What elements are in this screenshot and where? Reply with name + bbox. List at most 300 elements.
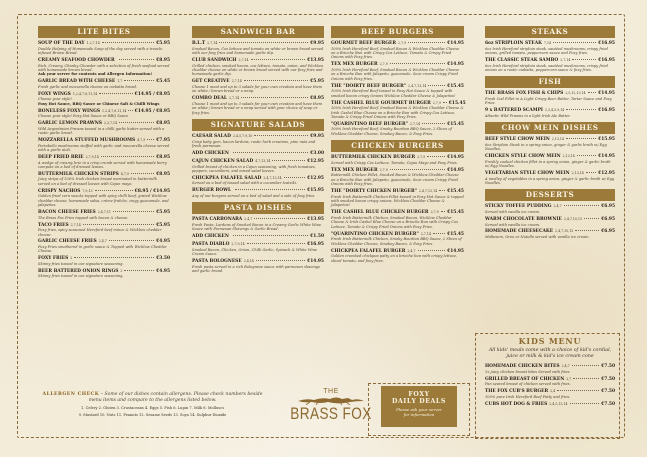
- menu-item: [331, 41, 464, 60]
- menu-item-allergens: 2,4,7,10,13: [563, 216, 583, 221]
- menu-item-allergens: 2,7,9: [379, 167, 388, 172]
- menu-item-description: Fresh Pasta, Lardons of Smoked Bacon in a Creamy Garlic White Wine Sauce with Parmesan Shavings & Garlic Bread.: [192, 222, 322, 232]
- menu-item-description: Fresh Irish Buttermilk Chicken Fillet tossed in Foxy Hot Sauce & topped with smoked bacon crispy onions, Wicklow Cheddar Cheese & Jalapeños!: [331, 194, 464, 208]
- menu-item-price: €14.95: [447, 248, 464, 254]
- menu-item-name: "QUARINTINO CHICKEN BURGER": [331, 231, 419, 237]
- menu-item-allergens: 2,7,14: [70, 222, 81, 227]
- menu-item-allergens: 2,4,5,13,14: [549, 401, 568, 406]
- menu-item-description: Grilled breast of chicken in a Cajun seasoning, with fresh tomatoes, peppers, cucumbers, and mixed salad leaves.: [192, 164, 316, 173]
- menu-item-price: €15.45: [448, 100, 466, 106]
- menu-item: [485, 58, 615, 72]
- leader-dots: [272, 160, 305, 161]
- menu-item: [38, 269, 170, 279]
- menu-item: [331, 101, 464, 120]
- column-sandwich-salads-pasta: [192, 26, 324, 276]
- menu-item: [192, 41, 324, 55]
- leader-dots: [244, 80, 308, 81]
- menu-item-name: THE BRASS FOX FISH & CHIPS: [485, 91, 564, 97]
- menu-item-price: €5.95: [156, 41, 170, 46]
- menu-item-name: CLUB SANDWICH: [192, 57, 237, 63]
- menu-item-name: COMBO DEAL: [192, 96, 227, 102]
- menu-item-price: €13.95: [307, 217, 324, 223]
- menu-item-allergens: 4,7,9: [137, 138, 146, 143]
- menu-item-name: BURGER BOWL: [192, 188, 232, 194]
- menu-item-row: [192, 151, 324, 157]
- daily-deals-subtitle-2: for information: [403, 412, 435, 417]
- menu-item-price: €14.95 / €8.95: [134, 108, 170, 114]
- menu-item: [192, 234, 324, 240]
- menu-item: [192, 242, 324, 256]
- menu-item-price: €8.95: [156, 121, 170, 127]
- menu-item-price: €15.95: [307, 188, 324, 194]
- menu-item-price: €15.45: [447, 83, 464, 89]
- menu-item: [38, 172, 170, 186]
- menu-item-name: WARM CHOCOLATE BROWNIE: [485, 216, 562, 222]
- section-header-chow-mein: CHOW MEIN DISHES: [485, 122, 615, 134]
- menu-item-name: THE FOX CUB'S BURGER: [485, 389, 549, 394]
- menu-item: [331, 122, 464, 136]
- menu-item-description: Any of our burgers served on a bed of salad and a side of foxy fries.: [192, 193, 316, 198]
- menu-item: [38, 58, 170, 77]
- menu-item: [38, 155, 170, 169]
- menu-item-price: €5.95: [156, 210, 170, 216]
- menu-item-description: Foxy fries, spicy seasoned Hereford beef mince & Wicklow cheddar cheese.: [38, 228, 162, 237]
- leader-dots: [109, 240, 154, 241]
- menu-item-allergens: 2,7,14: [238, 57, 249, 62]
- menu-item: [192, 151, 324, 157]
- menu-item-description: Choose 1 meat and up to 3 salads for your own creation and have them on white / brown bread or a wrap served with your choice of soup or foxy fries.: [192, 101, 323, 115]
- menu-item-name: PASTA DIABLO: [192, 242, 230, 248]
- leader-dots: [102, 42, 155, 43]
- menu-item-description: 100% Irish Hereford Beef, Smoked Bacon & Wicklow Cheddar Cheese on a Brioche Bun with Jalapeño, guacamole, Sour cream Crispy Fried Onions with Foxy fries.: [331, 67, 460, 81]
- menu-item-description: Crisp baby gem, bacon lardons, rustic herb croutons, pine nuts and fresh parmesan.: [192, 139, 316, 148]
- leader-dots: [433, 233, 445, 234]
- daily-deals-title-1: FOXY: [408, 391, 430, 398]
- menu-item-name: DEEP FRIED BRIE: [38, 154, 84, 160]
- menu-item-allergens: 2,7,9: [398, 41, 407, 45]
- signature-salads-list: [192, 134, 324, 198]
- menu-item: [192, 188, 324, 198]
- menu-item-allergens: 4,7,13,14: [255, 158, 271, 163]
- allergen-check-title: ALLERGEN CHECK: [42, 392, 100, 397]
- menu-item-allergens: 2,4,7: [407, 248, 416, 253]
- allergen-check-dash: –: [100, 392, 104, 397]
- menu-item-allergens: 2,13,14: [551, 137, 564, 142]
- menu-item-description: 100% pure Irish Hereford Beef Patty and fries.: [485, 394, 571, 399]
- menu-item-name: CHICKPEA FALAFEL SALAD: [192, 175, 262, 181]
- menu-item-note: Ask your server for contents and Allergen Information!: [38, 72, 153, 77]
- menu-item-price: €6.95: [601, 216, 615, 222]
- menu-item: [485, 41, 615, 55]
- menu-item: [192, 134, 324, 148]
- menu-item: [485, 377, 615, 387]
- menu-item: [331, 62, 464, 81]
- leader-dots: [573, 378, 599, 379]
- daily-deals-title-2: DAILY DEALS: [392, 398, 446, 405]
- menu-item-name: BACON CHEESE FRIES: [38, 210, 96, 216]
- menu-item-name: BONELESS FOXY WINGS: [38, 108, 101, 114]
- menu-item-description: Fresh Cod Fillet in A Light Crispy Beer Batter, Tartar Sauce and Foxy Fries.: [485, 96, 612, 106]
- pasta-dishes-list: [192, 217, 324, 273]
- leader-dots: [577, 155, 596, 156]
- section-header-beef-burgers: BEEF BURGERS: [331, 26, 464, 38]
- menu-item-name: GRILLED BREAST OF CHICKEN: [485, 376, 565, 382]
- column-steaks-fish-chow-desserts: [485, 26, 615, 242]
- menu-item-allergens: 2,7,9: [379, 62, 388, 67]
- menu-item-name: PASTA BOLOGNESE: [192, 259, 242, 265]
- menu-item-price: €12.95: [307, 175, 324, 181]
- menu-item: [38, 41, 170, 55]
- menu-item-name: GET CREATIVE: [192, 79, 230, 85]
- menu-item-description: Golden fried corn snacks topped with spicy chilli beef, grated Wicklow cheddar cheese, homemade salsa, crème fraîche, zingy guacamole, and jalapeños.: [38, 194, 169, 208]
- menu-item: [331, 210, 464, 229]
- menu-item-name: PASTA CARBONARA: [192, 217, 243, 223]
- leader-dots: [124, 270, 154, 271]
- menu-item-name: THE "DOIRTY CHICKEN BURGER": [331, 189, 417, 195]
- menu-item-price: €15.45: [447, 231, 464, 237]
- menu-item-price: €16.95: [598, 41, 615, 46]
- menu-item-allergens: 2,7: [566, 376, 572, 381]
- menu-item: [485, 402, 615, 408]
- menu-item-name: GARLIC CHEESE FRIES: [38, 239, 97, 245]
- steaks-list: [485, 41, 615, 72]
- menu-item-allergens: 2,7,9: [432, 100, 441, 105]
- menu-item-allergens: 2,5,12,13,14: [565, 91, 586, 96]
- menu-item-allergens: 2,7,14: [207, 41, 218, 45]
- menu-item: [192, 96, 324, 115]
- menu-item-price: €7.95: [156, 138, 170, 144]
- menu-item: [485, 204, 615, 214]
- menu-item-name: CRISPY NACHOS: [38, 188, 81, 194]
- leader-dots: [241, 97, 308, 98]
- leader-dots: [570, 403, 600, 404]
- kids-menu-subtitle: All kids' meals come with a choice of kid's cordial, juice or milk & kid's ice cream cone: [488, 348, 612, 359]
- leader-dots: [119, 122, 154, 123]
- menu-item-name: ADD CHICKEN: [192, 234, 229, 240]
- menu-item-name: THE CLASSIC STEAK SAMBO: [485, 57, 559, 63]
- menu-item-description: Rich, Creamy, Chunky Chowder with a selection of fresh seafood served with homemade brown bread.: [38, 63, 170, 72]
- menu-item-note: Foxy Hot Sauce, BBQ Sauce or Chinese Salt & Chilli Wings: [38, 101, 160, 106]
- menu-item-price: €16.95: [598, 57, 615, 63]
- menu-item-price: €5.45: [156, 79, 170, 85]
- leader-dots: [586, 172, 596, 173]
- menu-item-name: STICKY TOFFEE PUDDING: [485, 204, 552, 210]
- daily-deals: [381, 386, 457, 427]
- menu-item-description: Fresh garlic and mozzarella cheese on ciabatta bread.: [38, 84, 138, 89]
- logo-the: THE: [323, 388, 339, 395]
- allergen-check-text: Some of our dishes contain allergens. Please check numbers beside menu items and compare to the allergens listed below.: [88, 392, 263, 404]
- menu-item-name: CAJUN CHICKEN SALAD: [192, 158, 254, 164]
- menu-item-allergens: 2,4,7,13,14: [263, 175, 282, 180]
- menu-item-price: €3.50: [156, 256, 170, 262]
- leader-dots: [390, 169, 445, 170]
- menu-item-price: €8.95: [156, 171, 170, 177]
- menu-item-price: €15.45: [447, 121, 464, 127]
- menu-item-name: THE CASHEL BLUE GOURMET BURGER: [331, 100, 431, 106]
- menu-item-description: Fresh Irish Buttermilk Chicken, Smoky Bourbon BBQ Sauce, 2 Slices of Wicklow Cheddar Cheese, Smokey Bacon, & Foxy Fries.: [331, 237, 462, 246]
- leader-dots: [575, 230, 599, 231]
- menu-item-description: Grilled chicken, smoked bacon, cos lettuce, tomato, onion, and Wicklow cheddar cheese on white or brown bread served with our foxy fries and homemade garlic dip.: [192, 63, 324, 77]
- menu-item-allergens: 2,3,7,14: [103, 121, 118, 126]
- leader-dots: [418, 250, 446, 251]
- menu-item-allergens: 1,2,4,7,8,11,14: [102, 108, 127, 113]
- leader-dots: [247, 243, 306, 244]
- menu-item-allergens: 2: [70, 256, 73, 261]
- leader-dots: [390, 63, 445, 64]
- leader-dots: [128, 110, 132, 111]
- menu-item-description: A medley of vegetables in a spring onion, ginger & garlic broth w/ Egg Noodles.: [485, 176, 615, 186]
- menu-item-allergens: 1,2,7,14: [86, 41, 100, 45]
- leader-dots: [124, 80, 154, 81]
- menu-item-description: Served on a bed of tossed salad with a cucumber tzatziki.: [192, 181, 298, 186]
- menu-item-row: [485, 402, 615, 408]
- leader-dots: [147, 139, 154, 140]
- menu-item-name: 9 x BATTERED SCAMPI: [485, 108, 543, 114]
- menu-item-description: Smoked Bacon, Chicken, Onion, Chilli Garlic, Spinach & White Wine Cream Sauce.: [192, 247, 318, 257]
- menu-item: [38, 256, 170, 266]
- menu-item-price: €4.95: [156, 239, 170, 245]
- menu-item: [38, 79, 170, 89]
- menu-item-name: 6oz STRIPLOIN STEAK: [485, 41, 542, 46]
- leader-dots: [74, 257, 154, 258]
- menu-item: [38, 109, 170, 119]
- menu-item-description: Served with vanilla ice cream.: [485, 222, 541, 227]
- menu-item-description: 100% Irish Hereford Beef, Smoked Bacon & Wicklow Cheddar Cheese on a Brioche Bun with Crispy Cos Lettuce, Tomato & Crispy Fried Onions with Foxy fries.: [331, 46, 460, 60]
- leader-dots: [219, 42, 308, 43]
- menu-item-description: 100% Irish Hereford Beef, Smoked Bacon & Wicklow Cheddar Cheese & Irish Cashel Blue Cheese on a Brioche Bun with Crispy Cos Lettuce, Tomato & Crispy Fried Onions with Foxy Fries.: [331, 106, 464, 119]
- menu-item-price: €14.95: [447, 155, 464, 161]
- leader-dots: [427, 156, 445, 157]
- leader-dots: [408, 42, 445, 43]
- leader-dots: [256, 260, 305, 261]
- menu-item-row: [192, 234, 324, 240]
- menu-item-price: €6.95: [601, 204, 615, 210]
- menu-item-price: €4.95: [156, 268, 170, 274]
- menu-item-allergens: 2,4,7: [244, 217, 253, 222]
- menu-item-price: €5.95: [156, 222, 170, 228]
- leader-dots: [443, 102, 447, 103]
- menu-item: [38, 189, 170, 208]
- menu-item-description: A wedge of creamy brie in a crisp crumb served with homemade berry compote on a bed of dressed leaves.: [38, 160, 167, 169]
- menu-item-name: BUTTERMILK CHICKEN STRIPS: [38, 171, 119, 177]
- leader-dots: [441, 211, 445, 212]
- menu-item-description: Served with vanilla ice cream.: [485, 210, 541, 215]
- menu-item: [331, 249, 464, 263]
- menu-item-price: €6.95: [601, 229, 615, 235]
- menu-item-price: €15.45: [447, 210, 464, 216]
- leader-dots: [566, 138, 596, 139]
- menu-item-description: Choose your style! Foxy Hot Sauce or BBQ Sauce: [38, 114, 129, 119]
- menu-item-description: 6oz Irish Hereford striploin steak, sautéed mushrooms, crispy fried onions on a rustic ciabatta, peppercorn sauce & foxy fries.: [485, 63, 608, 72]
- menu-item-allergens: 2,3,4,5,9,14: [544, 108, 565, 113]
- menu-item-description: 6oz Irish Hereford striploin steak, sautéed mushrooms, crispy fried onions, grilled tomato, peppercorn sauce and Foxy fries.: [485, 46, 608, 55]
- menu-item-price: €14.95 / €8.95: [134, 91, 170, 97]
- menu-item-allergens: 2,4,7,10,13: [555, 229, 574, 234]
- leader-dots: [233, 152, 308, 153]
- logo-name: BRASS FOX: [290, 404, 372, 423]
- kids-menu-list: [485, 364, 615, 407]
- menu-item-description: Maltesers, Oreo or Nutella served with vanilla ice cream.: [485, 235, 590, 240]
- menu-item-description: Served with Crispy Cos Lettuce, Tomato, Cajun Mayo and Foxy Fries.: [331, 160, 458, 165]
- menu-item-name: THE CASHEL BLUE CHICKEN BURGER: [331, 210, 429, 216]
- leader-dots: [83, 224, 154, 225]
- leader-dots: [254, 218, 305, 219]
- menu-item: [38, 138, 170, 152]
- menu-item-allergens: 7,9,13: [82, 188, 93, 193]
- menu-item-description: 2x juicy chicken breast bites Served with fries.: [485, 369, 571, 374]
- leader-dots: [95, 190, 133, 191]
- allergen-check: [40, 392, 265, 418]
- menu-item-price: €14.95: [447, 41, 464, 46]
- menu-item-name: "QUARINTINO BEEF BURGER": [331, 121, 408, 127]
- menu-item-description: Freshly cooked chicken fillet in a spring onion, ginger & garlic broth w/ Egg Noodles.: [485, 159, 611, 169]
- section-header-sandwich-bar: SANDWICH BAR: [192, 26, 324, 38]
- menu-item-price: €15.95: [598, 137, 615, 143]
- menu-item: [38, 121, 170, 135]
- menu-item-description: 6oz Striploin Steak in a spring onion, ginger & garlic broth w/ Egg Noodles.: [485, 142, 607, 152]
- leader-dots: [119, 59, 155, 60]
- menu-item-price: €14.95: [447, 167, 464, 173]
- menu-item-price: €8.95: [156, 57, 170, 63]
- menu-item-name: BEER BATTERED ONION RINGS: [38, 268, 119, 274]
- menu-item: [331, 168, 464, 187]
- menu-item-allergens: 2,7,14: [409, 121, 421, 126]
- menu-item-name: FOXY WINGS: [38, 91, 71, 97]
- menu-item-name: HOMEMADE CHICKEN BITES: [485, 364, 560, 369]
- menu-item-allergens: 2,7,14: [228, 96, 240, 101]
- menu-item-allergens: 2,7,14: [420, 231, 431, 236]
- menu-item-price: €7.50: [601, 376, 615, 382]
- sandwich-bar-list: [192, 41, 324, 115]
- menu-item-name: B.L.T: [192, 41, 206, 46]
- menu-item-allergens: 2,7,9: [417, 155, 426, 160]
- leader-dots: [99, 93, 133, 94]
- menu-item-price: €8.95: [156, 154, 170, 160]
- menu-item-allergens: 2,4,5,7,9,10: [232, 133, 253, 138]
- menu-item-description: Golden crumbed chickpea patty on a brioche bun with crispy lettuce, sliced tomato, and foxy fries.: [331, 254, 458, 263]
- desserts-list: [485, 204, 615, 239]
- menu-item-price: €13.95: [307, 57, 324, 63]
- menu-item-description: 100% Irish Hereford Beef tossed in Foxy Hot Sauce & topped with smoked bacon crispy Onions Wicklow Cheddar Cheese & Jalapeños!: [331, 89, 456, 98]
- leader-dots: [422, 123, 445, 124]
- menu-item: [331, 189, 464, 208]
- menu-item-description: Foxy Fries smothered in garlic sauce & Topped with Wicklow Cheddar Cheese.: [38, 245, 167, 254]
- menu-item-allergens: 2,13,14: [571, 171, 584, 176]
- menu-item-name: GOURMET BEEF BURGER: [331, 41, 397, 46]
- menu-item-price: €7.50: [601, 401, 615, 407]
- menu-item: [192, 58, 324, 77]
- menu-item: [192, 159, 324, 173]
- menu-item-price: €8.95: [310, 96, 324, 102]
- menu-item-name: CHICKEN STYLE CHOW MEIN: [485, 154, 561, 160]
- menu-item: [485, 137, 615, 151]
- allergen-list-line-2: 9. Mustard 10. Nuts 11. Peanuts 12. Sesame Seeds 13. Soya 14. Sulphur Dioxide: [78, 413, 227, 418]
- menu-item-description: Wild Argentinian Prawns tossed in a chilli garlic butter served with a rustic garlic bread.: [38, 126, 165, 136]
- menu-item-price: €14.95: [447, 62, 464, 68]
- menu-item: [485, 154, 615, 168]
- menu-item-price: €1.50: [310, 234, 324, 240]
- menu-item: [38, 92, 170, 106]
- menu-item-price: €15.45: [447, 189, 464, 195]
- section-header-steaks: STEAKS: [485, 26, 615, 38]
- menu-item-price: €14.95: [307, 259, 324, 265]
- menu-item-description: Smoked Bacon, Cos lettuce and tomato on white or brown bread served with our foxy fries and homemade garlic dip.: [192, 46, 324, 55]
- menu-item-price: €9.95: [310, 133, 324, 139]
- menu-item-allergens: 2: [120, 268, 123, 273]
- menu-item-allergens: 2,4,7,11: [97, 210, 111, 215]
- menu-item: [485, 171, 615, 185]
- column-burgers: [331, 26, 464, 266]
- menu-item: [485, 108, 615, 118]
- menu-item-price: €7.50: [601, 389, 615, 394]
- leader-dots: [564, 205, 600, 206]
- menu-item: [485, 389, 615, 399]
- menu-item: [192, 79, 324, 93]
- menu-item-name: GARLIC BREAD WITH CHEESE: [38, 79, 116, 85]
- menu-item-description: Choose your style!: [38, 97, 72, 102]
- menu-item-name: TACO FRIES: [38, 222, 69, 228]
- menu-item-name: TEX MEX BURGER: [331, 167, 378, 173]
- menu-item-description: Portobello mushrooms stuffed with garlic and mozzarella cheese served with a garlic aioli.: [38, 143, 170, 153]
- leader-dots: [588, 92, 597, 93]
- lite-bites-list: [38, 41, 170, 279]
- menu-item-name: MOZZARELLA STUFFED MUSHROOMS: [38, 138, 136, 144]
- leader-dots: [428, 85, 445, 86]
- menu-item: [38, 210, 170, 220]
- menu-item-price: €9.95: [310, 41, 324, 46]
- menu-item-description: Buttermilk Chicken Fillet, Smoked Bacon & Wicklow Cheddar Cheese on a Brioche Bun with Jalapeño, guacamole, Sour cream Crispy Fried Onions with Foxy fries.: [331, 173, 459, 187]
- menu-item-allergens: 2,4,7: [561, 364, 570, 368]
- menu-item: [192, 259, 324, 273]
- menu-item-allergens: 2,7,9,14: [85, 154, 99, 159]
- menu-item-price: €14.95: [598, 91, 615, 97]
- menu-item-allergens: 2,7,9: [430, 210, 439, 215]
- menu-item-name: TEX MEX BURGER: [331, 62, 378, 68]
- leader-dots: [566, 109, 596, 110]
- fish-list: [485, 91, 615, 118]
- leader-dots: [233, 235, 308, 236]
- menu-item-description: Pan seared breast of chicken served with fries.: [485, 382, 571, 387]
- section-header-pasta-dishes: PASTA DISHES: [192, 202, 324, 214]
- menu-item-name: FOXY FRIES: [38, 256, 69, 262]
- section-header-desserts: DESSERTS: [485, 189, 615, 201]
- menu-item-price: €14.95: [598, 154, 615, 160]
- beef-burgers-list: [331, 41, 464, 136]
- menu-item-allergens: 2,4,14: [243, 259, 254, 264]
- leader-dots: [553, 42, 596, 43]
- section-header-chicken-burgers: CHICKEN BURGERS: [331, 140, 464, 152]
- menu-item-allergens: 2,4,7: [98, 239, 107, 244]
- menu-item: [331, 84, 464, 98]
- menu-item-allergens: 2,4,7,13,14: [418, 189, 438, 194]
- menu-item: [192, 176, 324, 186]
- menu-item: [485, 229, 615, 239]
- menu-item: [485, 217, 615, 227]
- column-lite-bites: [38, 26, 170, 281]
- leader-dots: [584, 218, 599, 219]
- menu-item-name: BUTTERMILK CHICKEN BURGER: [331, 155, 416, 161]
- menu-item-name: GARLIC LEMON PRAWNS: [38, 121, 102, 127]
- menu-item-allergens: 7,14: [543, 41, 552, 45]
- menu-item-name: CUBS HOT DOG & FRIES: [485, 401, 548, 407]
- menu-item: [38, 239, 170, 253]
- menu-item-allergens: 1,2,4,7,8,11,14: [72, 91, 98, 96]
- menu-item: [331, 232, 464, 246]
- allergen-list-line-1: 1. Celery 2. Gluten 3. Crustaceans 4. Eggs 5. Fish 6. Lupin 7. Milk 8. Molluscs: [81, 406, 224, 411]
- kids-menu-title: KIDS MENU: [518, 336, 582, 346]
- menu-item-allergens: 4,7,9: [120, 171, 129, 176]
- menu-item-price: €16.95: [307, 242, 324, 248]
